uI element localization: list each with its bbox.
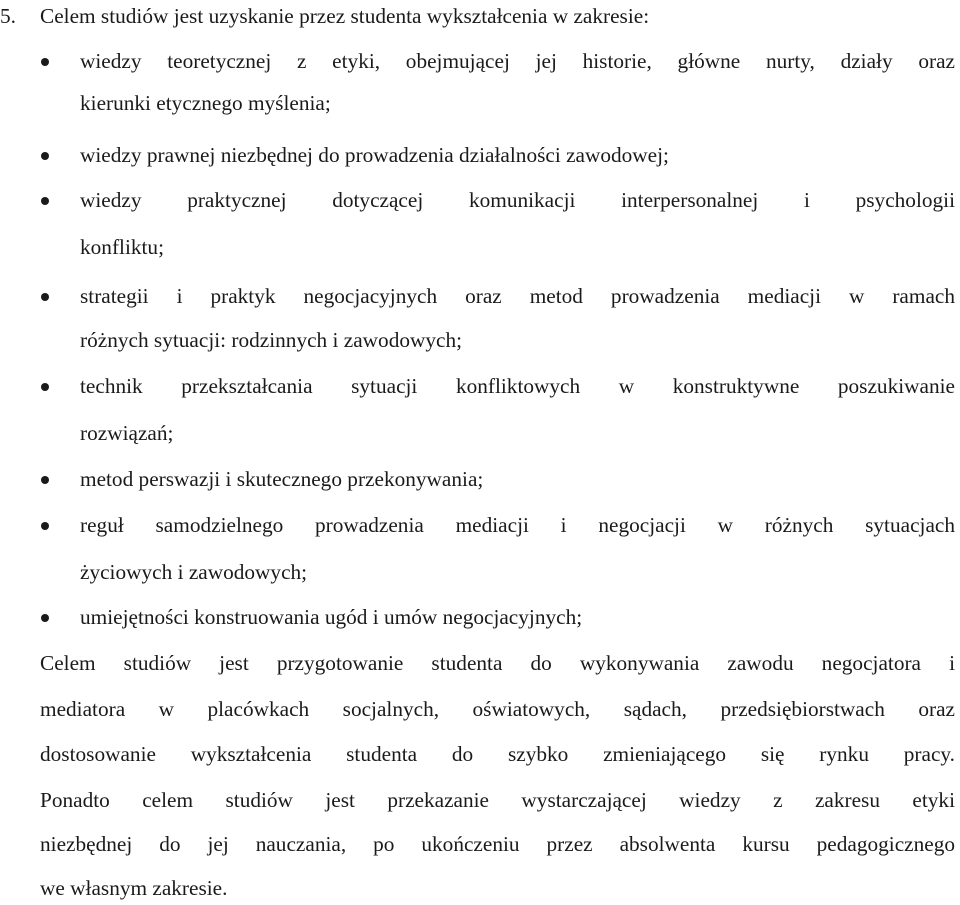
section-number: 5. (0, 4, 16, 28)
paragraph-line: niezbędnej do jej nauczania, po ukończeniu przez absolwenta kursu pedagogicznego (40, 832, 955, 856)
bullet-dot (41, 476, 49, 484)
section-intro: Celem studiów jest uzyskanie przez studenta wykształcenia w zakresie: (40, 4, 650, 28)
list-item-line: różnych sytuacji: rodzinnych i zawodowych; (80, 328, 463, 352)
bullet-dot (41, 58, 49, 66)
list-item-line: technik przekształcania sytuacji konfliktowych w konstruktywne poszukiwanie (80, 374, 955, 398)
bullet-dot (41, 293, 49, 301)
bullet-dot (41, 614, 49, 622)
list-item-line: wiedzy prawnej niezbędnej do prowadzenia działalności zawodowej; (80, 143, 669, 167)
list-item-line: metod perswazji i skutecznego przekonywania; (80, 467, 484, 491)
paragraph-line: Celem studiów jest przygotowanie studenta do wykonywania zawodu negocjatora i (40, 651, 955, 675)
list-item-line: wiedzy teoretycznej z etyki, obejmującej jej historie, główne nurty, działy oraz (80, 49, 955, 73)
list-item-line: kierunki etycznego myślenia; (80, 91, 331, 115)
list-item-line: wiedzy praktycznej dotyczącej komunikacji interpersonalnej i psychologii (80, 188, 955, 212)
list-item-line: konfliktu; (80, 235, 165, 259)
bullet-dot (41, 522, 49, 530)
list-item-line: życiowych i zawodowych; (80, 560, 308, 584)
list-item-line: strategii i praktyk negocjacyjnych oraz metod prowadzenia mediacji w ramach (80, 284, 955, 308)
paragraph-line: dostosowanie wykształcenia studenta do szybko zmieniającego się rynku pracy. (40, 742, 955, 766)
bullet-dot (41, 152, 49, 160)
bullet-dot (41, 383, 49, 391)
list-item-line: reguł samodzielnego prowadzenia mediacji i negocjacji w różnych sytuacjach (80, 513, 955, 537)
list-item-line: rozwiązań; (80, 421, 174, 445)
paragraph-line: Ponadto celem studiów jest przekazanie wystarczającej wiedzy z zakresu etyki (40, 788, 955, 812)
paragraph-line: we własnym zakresie. (40, 876, 228, 900)
paragraph-line: mediatora w placówkach socjalnych, oświatowych, sądach, przedsiębiorstwach oraz (40, 697, 955, 721)
list-item-line: umiejętności konstruowania ugód i umów negocjacyjnych; (80, 605, 583, 629)
bullet-dot (41, 197, 49, 205)
